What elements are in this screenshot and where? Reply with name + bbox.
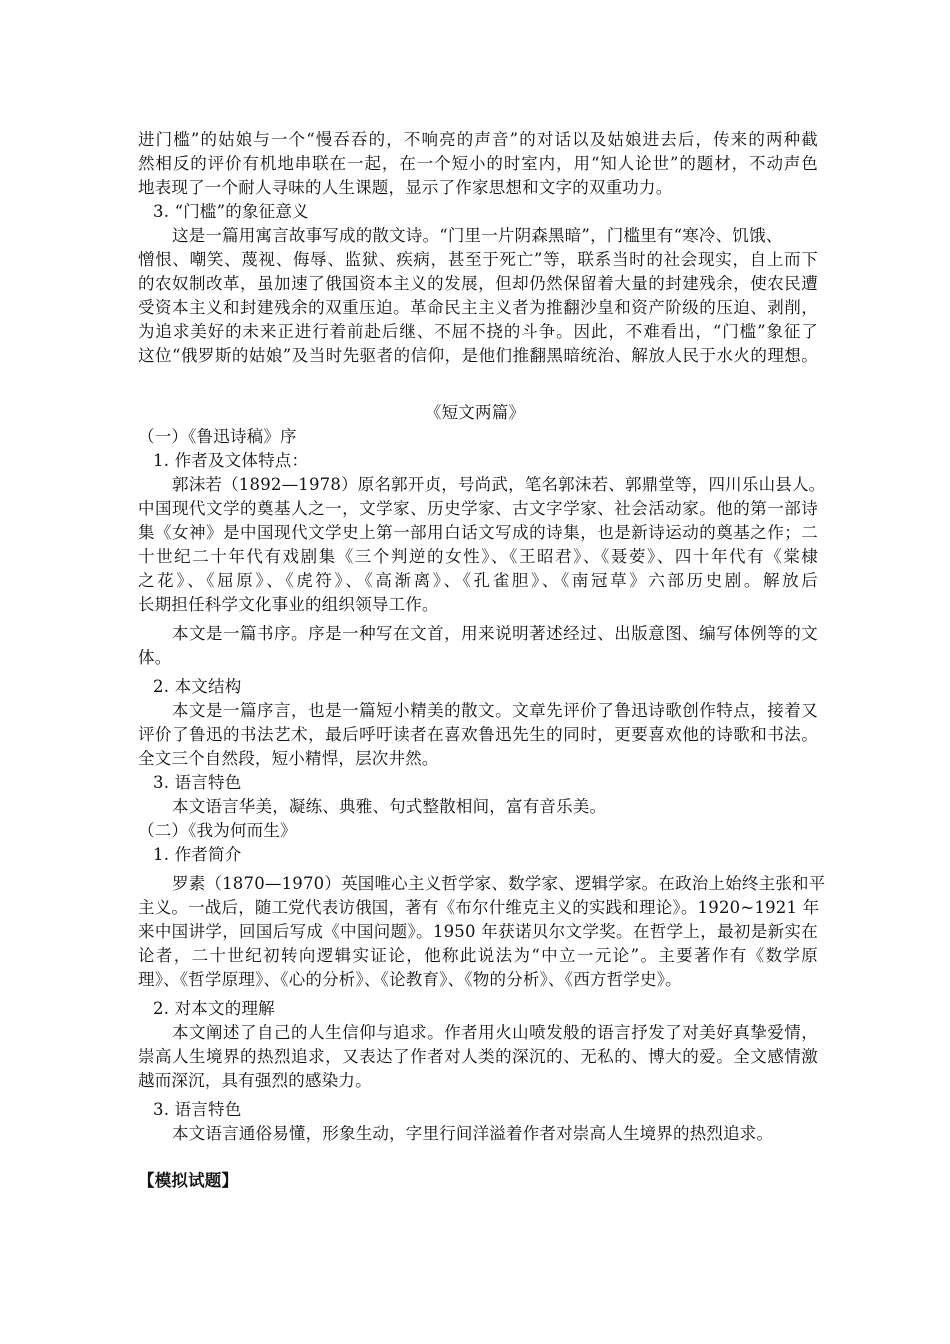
- paragraph-line: 本文语言通俗易懂，形象生动，字里行间洋溢着作者对崇高人生境界的热烈追求。: [172, 1124, 774, 1143]
- paragraph-line: 本文是一篇书序。序是一种写在文首，用来说明著述经过、出版意图、编写体例等的文: [172, 624, 818, 643]
- paragraph-line: 十世纪二十年代有戏剧集《三个判逆的女性》、《王昭君》、《聂荌》、四十年代有《棠棣: [138, 547, 818, 566]
- paragraph-line: 为追求美好的未来正进行着前赴后继、不屈不挠的斗争。因此，不难看出，“门槛”象征了: [138, 322, 818, 341]
- section-heading: 2. 对本文的理解: [153, 999, 275, 1018]
- paragraph-line: 然相反的评价有机地串联在一起，在一个短小的时室内，用“知人论世”的题材，不动声色: [138, 154, 818, 173]
- subsection-heading: （一）《鲁迅诗稿》序: [138, 427, 297, 446]
- paragraph-line: 的农奴制改革，虽加速了俄国资本主义的发展，但却仍然保留着大量的封建残余，使农民遭: [138, 274, 818, 293]
- section-heading: 1. 作者简介: [153, 845, 242, 864]
- section-heading: 1. 作者及文体特点：: [153, 451, 309, 470]
- paragraph-line: 体。: [138, 648, 172, 667]
- article-title: 《短文两篇》: [424, 403, 526, 422]
- paragraph-line: 中国现代文学的奠基人之一，文学家、历史学家、古文字学家、社会活动家。他的第一部诗: [138, 499, 818, 518]
- paragraph-line: 郭沫若（1892—1978）原名郭开贞，号尚武，笔名郭沫若、郭鼎堂等，四川乐山县人。: [172, 475, 826, 494]
- paragraph-line: 长期担任科学文化事业的组织领导工作。: [138, 595, 439, 614]
- paragraph-line: 本文是一篇序言，也是一篇短小精美的散文。文章先评价了鲁迅诗歌创作特点，接着又: [172, 701, 818, 720]
- paragraph-line: 受资本主义和封建残余的双重压迫。革命民主主义者为推翻沙皇和资产阶级的压迫、剥削，: [138, 298, 818, 317]
- paragraph-line: 这位“俄罗斯的姑娘”及当时先驱者的信仰，是他们推翻黑暗统治、解放人民于水火的理想。: [138, 346, 818, 365]
- paragraph-line: 之花》、《屈原》、《虎符》、《高渐离》、《孔雀胆》、《南冠草》六部历史剧。解放后: [138, 571, 818, 590]
- paragraph-line: 本文阐述了自己的人生信仰与追求。作者用火山喷发般的语言抒发了对美好真挚爱情，: [172, 1023, 818, 1042]
- section-heading: 3. “门槛”的象征意义: [153, 202, 309, 221]
- paragraph-line: 崇高人生境界的热烈追求，又表达了作者对人类的深沉的、无私的、博大的爱。全文感情激: [138, 1047, 818, 1066]
- paragraph-line: 这是一篇用寓言故事写成的散文诗。“门里一片阴森黑暗”，门槛里有“寒冷、饥饿、: [172, 226, 783, 245]
- paragraph-line: 地表现了一个耐人寻味的人生课题，显示了作家思想和文字的双重功力。: [138, 178, 673, 197]
- section-heading: 3. 语言特色: [153, 773, 242, 792]
- paragraph-line: 进门槛”的姑娘与一个“慢吞吞的，不响亮的声音”的对话以及姑娘进去后，传来的两种截: [138, 130, 818, 149]
- paragraph-line: 来中国讲学，回国后写成《中国问题》。1950 年获诺贝尔文学奖。在哲学上，最初是新实在: [138, 922, 818, 941]
- section-heading: 2. 本文结构: [153, 677, 242, 696]
- paragraph-line: 憎恨、嘲笑、蔑视、侮辱、监狱、疾病，甚至于死亡”等，联系当时的社会现实，自上而下: [138, 250, 818, 269]
- paragraph-line: 评价了鲁迅的书法艺术，最后呼吁读者在喜欢鲁迅先生的同时，更要喜欢他的诗歌和书法。: [138, 725, 818, 744]
- paragraph-line: 论者，二十世纪初转向逻辑实证论，他称此说法为“中立一元论”。主要著作有《数学原: [138, 946, 818, 965]
- paragraph-line: 本文语言华美，凝练、典雅、句式整散相间，富有音乐美。: [172, 797, 607, 816]
- paragraph-line: 越而深沉，具有强烈的感染力。: [138, 1071, 372, 1090]
- paragraph-line: 主义。一战后，随工党代表访俄国，著有《布尔什维克主义的实践和理论》。1920~1921 年: [138, 898, 820, 917]
- subsection-heading: （二）《我为何而生》: [138, 821, 297, 840]
- paragraph-line: 集《女神》是中国现代文学史上第一部用白话文写成的诗集，也是新诗运动的奠基之作；二: [138, 523, 818, 542]
- paragraph-line: 全文三个自然段，短小精悍，层次井然。: [138, 749, 439, 768]
- practice-heading: 【模拟试题】: [138, 1171, 239, 1190]
- paragraph-line: 罗素（1870—1970）英国唯心主义哲学家、数学家、逻辑学家。在政治上始终主张和平: [172, 874, 826, 893]
- section-heading: 3. 语言特色: [153, 1100, 242, 1119]
- paragraph-line: 理》、《哲学原理》、《心的分析》、《论教育》、《物的分析》、《西方哲学史》。: [138, 970, 682, 989]
